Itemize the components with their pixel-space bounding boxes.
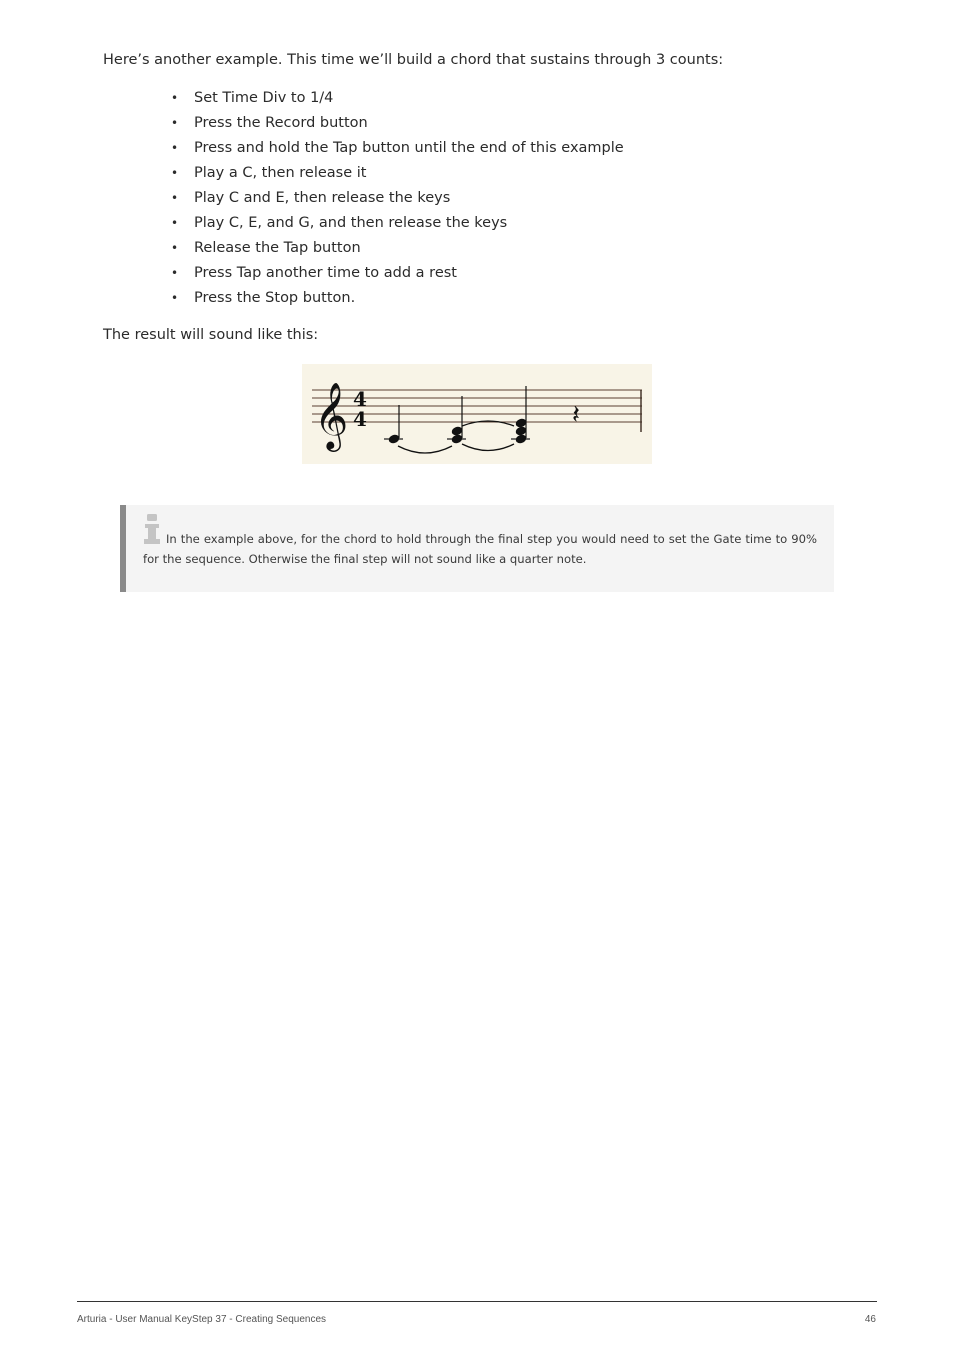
list-item-text: Press and hold the Tap button until the end of this example xyxy=(194,140,624,156)
list-item-text: Press Tap another time to add a rest xyxy=(194,265,457,281)
tie xyxy=(462,444,514,451)
list-item-text: Play C and E, then release the keys xyxy=(194,190,451,206)
bullet: • xyxy=(171,116,179,130)
footer-divider xyxy=(77,1301,877,1302)
time-signature-bottom: 4 xyxy=(353,407,367,431)
list-item xyxy=(171,262,871,287)
steps-list xyxy=(171,87,871,312)
list-item xyxy=(171,237,871,262)
page-number: 46 xyxy=(864,1314,876,1325)
list-item-text: Press the Record button xyxy=(194,115,368,131)
list-item-text: Press the Stop button. xyxy=(194,290,356,306)
tie xyxy=(398,446,452,453)
footer-title: Arturia - User Manual KeyStep 37 - Creating Sequences xyxy=(77,1314,327,1325)
list-item xyxy=(171,112,871,137)
list-item xyxy=(171,212,871,237)
list-item xyxy=(171,162,871,187)
list-item-text: Set Time Div to 1/4 xyxy=(194,90,334,106)
list-item-text: Play C, E, and G, and then release the keys xyxy=(194,215,508,231)
list-item xyxy=(171,287,871,312)
result-paragraph: The result will sound like this: xyxy=(103,327,319,343)
bullet: • xyxy=(171,91,179,105)
chord-c-e xyxy=(447,396,466,445)
bullet: • xyxy=(171,191,179,205)
note-c xyxy=(384,405,403,445)
list-item xyxy=(171,137,871,162)
note-text: In the example above, for the chord to hold through the final step you would need to set the Gate time to 90% for the sequence. Otherwise the final step will not sound like a quarter note. xyxy=(143,532,817,566)
quarter-rest-icon: 𝄽 xyxy=(572,400,580,430)
list-item-text: Play a C, then release it xyxy=(194,165,367,181)
music-score-svg xyxy=(302,364,652,464)
music-score-figure xyxy=(302,364,652,464)
bullet: • xyxy=(171,266,179,280)
bullet: • xyxy=(171,241,179,255)
info-note xyxy=(120,505,834,592)
intro-paragraph: Here’s another example. This time we’ll build a chord that sustains through 3 counts: xyxy=(103,52,724,68)
chord-c-e-g xyxy=(511,386,530,445)
bullet: • xyxy=(171,291,179,305)
bullet: • xyxy=(171,216,179,230)
treble-clef-icon: 𝄞 xyxy=(314,381,349,449)
bullet: • xyxy=(171,166,179,180)
bullet: • xyxy=(171,141,179,155)
list-item xyxy=(171,87,871,112)
time-signature-top: 4 xyxy=(353,387,367,411)
list-item-text: Release the Tap button xyxy=(194,240,361,256)
list-item xyxy=(171,187,871,212)
